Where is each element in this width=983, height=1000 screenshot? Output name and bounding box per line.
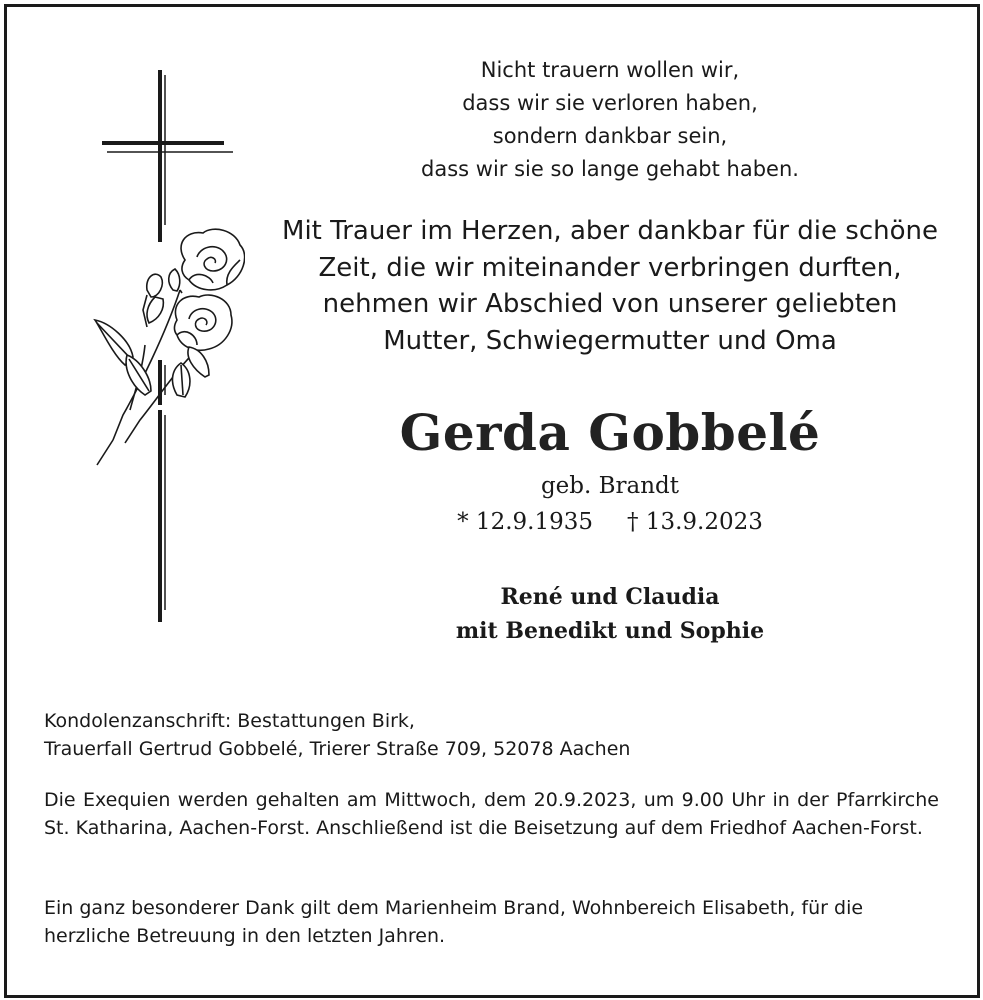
intro-line: nehmen wir Abschied von unserer geliebten xyxy=(322,289,898,319)
service-paragraph: Die Exequien werden gehalten am Mittwoch, dem 20.9.2023, um 9.00 Uhr in der Pfarrkirche St. Katharina, Aachen-Forst. Anschließend ist die Beisetzung auf dem Friedhof Aachen-Forst. xyxy=(44,789,939,839)
deceased-name: Gerda Gobbelé xyxy=(399,403,821,462)
address-line: Kondolenzanschrift: Bestattungen Birk, xyxy=(44,710,415,732)
intro-text xyxy=(250,213,970,359)
poem xyxy=(250,54,970,186)
roses-illustration xyxy=(95,229,245,465)
death-date: † 13.9.2023 xyxy=(627,509,763,535)
poem-line: sondern dankbar sein, xyxy=(492,124,728,148)
intro-line: Mit Trauer im Herzen, aber dankbar für die schöne xyxy=(282,216,938,246)
family-signature xyxy=(250,580,970,648)
cross-upper-beam xyxy=(158,70,162,242)
cross-icon xyxy=(85,65,245,635)
thanks-paragraph: Ein ganz besonderer Dank gilt dem Marienheim Brand, Wohnbereich Elisabeth, für die herzliche Betreuung in den letzten Jahren. xyxy=(44,897,864,947)
birth-name: geb. Brandt xyxy=(540,473,680,499)
cross-arm xyxy=(102,141,224,145)
family-line: René und Claudia xyxy=(500,584,720,610)
service-info xyxy=(44,787,939,842)
condolence-address xyxy=(44,708,939,763)
intro-line: Mutter, Schwiegermutter und Oma xyxy=(383,325,837,356)
family-line: mit Benedikt und Sophie xyxy=(455,618,765,644)
poem-line: dass wir sie so lange gehabt haben. xyxy=(421,157,799,181)
life-dates xyxy=(250,505,970,539)
poem-line: Nicht trauern wollen wir, xyxy=(480,58,740,82)
address-line: Trauerfall Gertrud Gobbelé, Trierer Straße 709, 52078 Aachen xyxy=(44,737,631,760)
birth-date: * 12.9.1935 xyxy=(457,509,593,535)
thanks-note xyxy=(44,895,939,950)
poem-line: dass wir sie verloren haben, xyxy=(462,91,758,115)
intro-line: Zeit, die wir miteinander verbringen durften, xyxy=(318,252,902,283)
